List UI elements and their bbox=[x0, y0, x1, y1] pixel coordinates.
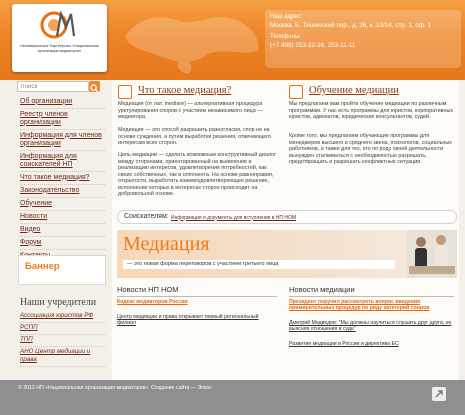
sidebar-item-news[interactable]: Новости bbox=[20, 211, 105, 224]
founder-link[interactable]: АНО Центр медиации и права bbox=[20, 347, 106, 367]
applicants-link[interactable]: Информация и документы для вступления в НП НОМ bbox=[171, 214, 297, 221]
promo-heading: Медиация bbox=[123, 233, 210, 255]
news-org-item[interactable]: Кодекс медиаторов России bbox=[117, 299, 188, 305]
address-value: Москва, Б. Тишинский пер., д. 26, к. 13/14, стр. 1, оф. 1 bbox=[270, 22, 432, 29]
logo-mark-icon bbox=[40, 10, 76, 40]
what-is-mediation-p2: Медиация — это способ разрешить разногласия, спор не на основе суждения, а путем выработки решения, отвечающего интересам всех сторон. bbox=[118, 127, 272, 146]
footer-copyright: © 2012 НП «Национальная организация медиаторов». Создание сайта — Элкос bbox=[18, 385, 212, 391]
sidebar-nav bbox=[20, 96, 105, 263]
promo-subtitle-bar bbox=[123, 260, 395, 269]
banner[interactable] bbox=[18, 255, 106, 285]
logo[interactable] bbox=[12, 4, 107, 72]
sidebar-item-members-info[interactable]: Информация для членов организации bbox=[20, 130, 105, 151]
sidebar-item-training[interactable]: Обучение bbox=[20, 198, 105, 211]
sidebar-item-legislation[interactable]: Законодательство bbox=[20, 185, 105, 198]
what-is-mediation-p1: Медиация (от лат. mediare) — альтернативная процедура урегулирования споров с участием независимого лица — медиатора. bbox=[118, 101, 263, 120]
founder-link[interactable]: ТПП bbox=[20, 335, 106, 347]
news-mediation-item[interactable]: Президент поручил рассмотреть вопрос введения примирительных процедур по ряду категорий споров bbox=[289, 299, 430, 312]
people-photo bbox=[407, 230, 457, 278]
news-mediation-title: Новости медиации bbox=[289, 285, 355, 294]
search-input[interactable] bbox=[17, 81, 89, 92]
footer bbox=[0, 380, 465, 415]
arrow-up-right-icon bbox=[432, 387, 446, 401]
search-placeholder: поиск bbox=[21, 83, 38, 90]
sidebar-item-registry[interactable]: Реестр членов организации bbox=[20, 109, 105, 130]
logo-caption: Некоммерческое Партнерство «Национальная организация медиаторов» bbox=[20, 44, 99, 53]
training-title[interactable]: Обучение медиации bbox=[309, 85, 399, 96]
sidebar-item-applicants-info[interactable]: Информация для соискателей НП bbox=[20, 151, 105, 172]
sidebar-item-what-is-mediation[interactable]: Что такое медиация? bbox=[20, 172, 105, 185]
founder-link[interactable]: Ассоциация юристов РФ bbox=[20, 311, 106, 323]
promo-subtitle: — это новая форма переговоров с участием третьего лица bbox=[127, 261, 279, 267]
news-org-title: Новости НП НОМ bbox=[117, 285, 179, 294]
founders-list bbox=[20, 311, 106, 367]
sidebar-item-video[interactable]: Видео bbox=[20, 224, 105, 237]
what-is-mediation-title[interactable]: Что такое медиация? bbox=[138, 85, 232, 96]
news-mediation-divider bbox=[289, 296, 454, 297]
phone-label: Телефоны: bbox=[270, 34, 301, 40]
people-photo-image bbox=[407, 230, 457, 278]
promo-banner bbox=[117, 230, 457, 278]
applicants-bar bbox=[117, 210, 457, 224]
sidebar-item-about[interactable]: Об организации bbox=[20, 96, 105, 109]
contacts-box bbox=[265, 10, 461, 68]
news-mediation-item[interactable]: Развитие медиации в России и директива ЕС bbox=[289, 341, 399, 347]
book-icon bbox=[118, 85, 132, 99]
founder-link[interactable]: РСПП bbox=[20, 323, 106, 335]
training-icon bbox=[289, 85, 303, 99]
news-org-divider bbox=[117, 296, 277, 297]
training-p2: Кроме того, мы предлагаем обучающие программы для менеджеров высшего и среднего звена, психологов, социальных работников, а также для тех, кто по роду своей деятельности вынужден сталкиваться с необходимостью разрешать, предотвращать и разрешать конфликтные ситуации. bbox=[289, 133, 452, 165]
training-p1: Мы предлагаем вам пройти обучение медиации по различным программам. У нас есть программы для юристов, корпоративных юристов, адвокатов, юридических консультантов, судей. bbox=[289, 101, 454, 120]
applicants-label: Соискателям: bbox=[124, 213, 169, 220]
scroll-top-button[interactable] bbox=[432, 387, 446, 401]
news-mediation-item[interactable]: Дмитрий Медведев: "Мы должны научиться слушать друг друга, не выясняя отношения в суде" bbox=[289, 320, 452, 333]
world-map-decoration bbox=[120, 6, 265, 76]
founders-title: Наши учредители bbox=[20, 297, 97, 308]
banner-title: Баннер bbox=[25, 261, 60, 272]
header bbox=[0, 0, 465, 80]
address-label: Наш адрес: bbox=[270, 14, 303, 20]
phone-value: (+7 499) 253-22-26, 253-11-11 bbox=[270, 42, 356, 49]
search-icon bbox=[89, 83, 100, 94]
sidebar-item-forum[interactable]: Форум bbox=[20, 237, 105, 250]
what-is-mediation-p3: Цель медиации — сделать возможным конструктивный диалог между сторонами, ориентированный на выявление и реализацию интересов, удовлетворение потребностей, как своих собственных, так и оппонента. На основе равноправия, открытости, выработать взаимоудовлетворяющее решение, исполнение которых в интересах сторон происходит на добровольной основе. bbox=[118, 152, 277, 197]
search-button[interactable] bbox=[89, 81, 100, 92]
news-org-item[interactable]: Центр медиации и права открывает первый региональный филиал bbox=[117, 314, 259, 327]
